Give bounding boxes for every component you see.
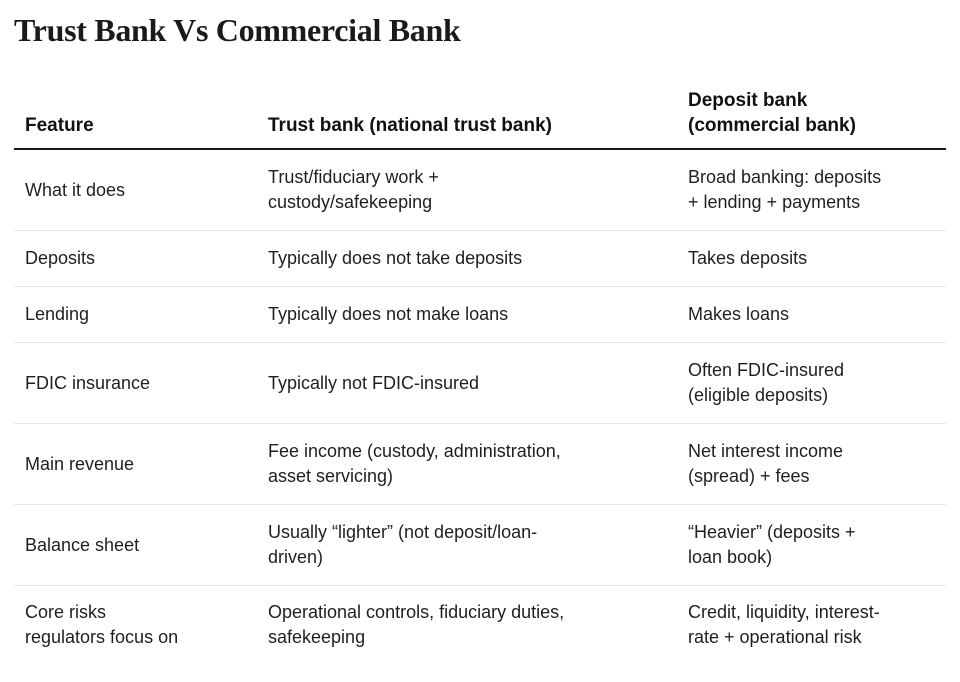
deposit-bank-cell: Credit, liquidity, interest- rate + operational risk	[688, 602, 880, 647]
column-header-trust-bank: Trust bank (national trust bank)	[257, 88, 677, 149]
table-row	[14, 424, 946, 505]
table-row	[14, 231, 946, 287]
page-title: Trust Bank Vs Commercial Bank	[14, 12, 461, 48]
trust-bank-cell: Trust/fiduciary work + custody/safekeeping	[257, 149, 677, 231]
column-header-feature: Feature	[14, 88, 257, 149]
deposit-bank-cell: Takes deposits	[677, 231, 946, 287]
feature-cell: Core risks regulators focus on	[25, 602, 179, 647]
deposit-bank-cell: Net interest income (spread) + fees	[677, 424, 946, 505]
feature-cell: Lending	[14, 287, 257, 343]
table-row	[14, 505, 946, 586]
trust-bank-cell: Usually “lighter” (not deposit/loan- driven)	[257, 505, 677, 586]
comparison-table	[14, 88, 946, 664]
trust-bank-cell: Typically not FDIC-insured	[257, 343, 677, 424]
feature-cell: FDIC insurance	[14, 343, 257, 424]
deposit-bank-cell: Makes loans	[677, 287, 946, 343]
trust-bank-cell: Typically does not make loans	[257, 287, 677, 343]
deposit-bank-cell: “Heavier” (deposits + loan book)	[677, 505, 946, 586]
deposit-bank-cell: Often FDIC-insured (eligible deposits)	[677, 343, 946, 424]
column-header-deposit-bank: Deposit bank (commercial bank)	[677, 88, 946, 149]
table-row	[14, 343, 946, 424]
table-row	[14, 586, 946, 665]
table-row	[14, 149, 946, 231]
table-row	[14, 287, 946, 343]
deposit-bank-cell: Broad banking: deposits + lending + payments	[677, 149, 946, 231]
trust-bank-cell: Fee income (custody, administration, asset servicing)	[257, 424, 677, 505]
feature-cell: Deposits	[14, 231, 257, 287]
feature-cell: Main revenue	[14, 424, 257, 505]
trust-bank-cell: Typically does not take deposits	[257, 231, 677, 287]
feature-cell: Balance sheet	[14, 505, 257, 586]
feature-cell: What it does	[14, 149, 257, 231]
trust-bank-cell: Operational controls, fiduciary duties, safekeeping	[268, 602, 565, 647]
table-header-row	[14, 88, 946, 149]
